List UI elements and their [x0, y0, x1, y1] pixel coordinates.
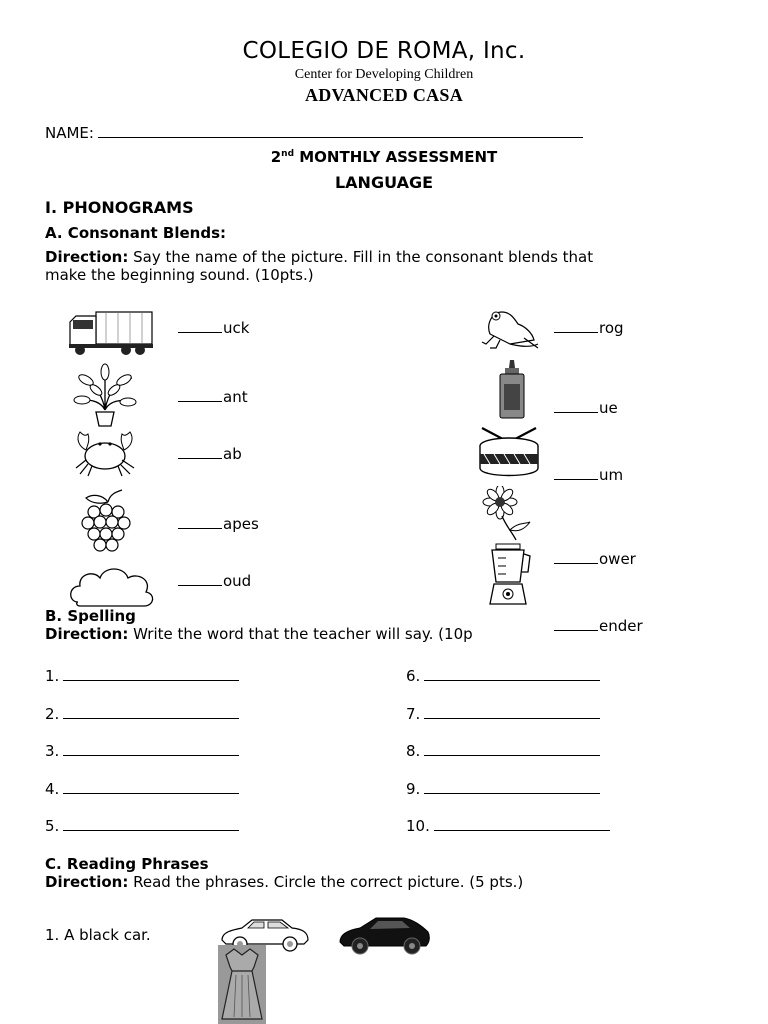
spelling-line[interactable]	[424, 743, 600, 756]
blend-item-5	[178, 572, 251, 590]
spelling-number: 9.	[406, 780, 421, 798]
cloud-icon	[66, 560, 156, 610]
spelling-item-8	[406, 742, 600, 760]
blend-item-6	[554, 319, 624, 337]
blend-item-3	[178, 445, 242, 463]
blend-item-10	[554, 617, 643, 635]
spelling-number: 8.	[406, 742, 421, 760]
blend-blank[interactable]	[554, 467, 598, 480]
part-b-direction-label: Direction:	[45, 625, 129, 643]
blend-blank[interactable]	[178, 446, 222, 459]
part-a-direction-label: Direction:	[45, 248, 129, 266]
name-row	[45, 123, 583, 142]
blend-ending: ue	[599, 399, 618, 417]
blend-ending: ender	[599, 617, 643, 635]
grapes-icon	[72, 488, 138, 556]
assessment-ordinal: 2	[270, 148, 282, 166]
spelling-line[interactable]	[424, 706, 600, 719]
blend-ending: apes	[223, 515, 259, 533]
part-a-direction-line1: Say the name of the picture. Fill in the consonant blends that	[133, 248, 594, 266]
spelling-line[interactable]	[63, 781, 239, 794]
part-a-direction	[45, 248, 735, 284]
frog-icon	[480, 304, 542, 352]
part-c-title: C. Reading Phrases	[45, 855, 209, 873]
spelling-item-1	[45, 667, 239, 685]
spelling-number: 1.	[45, 667, 60, 685]
part-b-direction-text: Write the word that the teacher will say. (10p	[133, 625, 473, 643]
spelling-number: 4.	[45, 780, 60, 798]
assessment-title-text: MONTHLY ASSESSMENT	[299, 148, 498, 166]
spelling-item-10	[406, 817, 610, 835]
part-b-direction	[45, 625, 545, 643]
name-line[interactable]	[98, 123, 583, 138]
blend-item-8	[554, 466, 623, 484]
assessment-title	[0, 148, 768, 166]
spelling-line[interactable]	[434, 818, 610, 831]
blend-ending: ant	[223, 388, 248, 406]
plant-icon	[72, 362, 138, 428]
black-car-icon[interactable]	[336, 910, 432, 958]
center-name: Center for Developing Children	[294, 67, 474, 82]
spelling-number: 2.	[45, 705, 60, 723]
spelling-item-2	[45, 705, 239, 723]
blend-blank[interactable]	[178, 389, 222, 402]
blend-blank[interactable]	[178, 516, 222, 529]
blend-ending: ab	[223, 445, 242, 463]
blend-blank[interactable]	[554, 320, 598, 333]
part-b-title: B. Spelling	[45, 607, 136, 625]
part-c-direction	[45, 873, 523, 891]
program-name: ADVANCED CASA	[304, 85, 464, 105]
assessment-ordinal-suffix: nd	[281, 149, 295, 159]
part-a-title: A. Consonant Blends:	[45, 224, 226, 242]
blend-ending: oud	[223, 572, 252, 590]
blender-icon	[484, 542, 534, 608]
glue-icon	[497, 358, 527, 420]
blend-blank[interactable]	[554, 400, 598, 413]
dress-icon[interactable]	[218, 945, 266, 1024]
spelling-line[interactable]	[63, 743, 239, 756]
spelling-number: 3.	[45, 742, 60, 760]
spelling-line[interactable]	[63, 706, 239, 719]
spelling-number: 5.	[45, 817, 60, 835]
spelling-line[interactable]	[424, 781, 600, 794]
spelling-item-5	[45, 817, 239, 835]
spelling-item-4	[45, 780, 239, 798]
blend-blank[interactable]	[554, 551, 598, 564]
part-c-direction-label: Direction:	[45, 873, 129, 891]
blend-ending: um	[599, 466, 624, 484]
truck-icon	[66, 306, 156, 358]
blend-item-2	[178, 388, 248, 406]
blend-ending: rog	[599, 319, 624, 337]
spelling-item-6	[406, 667, 600, 685]
spelling-number: 7.	[406, 705, 421, 723]
spelling-item-9	[406, 780, 600, 798]
subject-title: LANGUAGE	[334, 173, 434, 192]
spelling-number: 10.	[406, 817, 430, 835]
spelling-line[interactable]	[424, 668, 600, 681]
reading-item-1: 1. A black car.	[45, 926, 151, 944]
blend-item-4	[178, 515, 259, 533]
blend-item-9	[554, 550, 636, 568]
crab-icon	[72, 428, 138, 478]
blend-item-7	[554, 399, 618, 417]
spelling-item-3	[45, 742, 239, 760]
blend-blank[interactable]	[554, 618, 598, 631]
blend-item-1	[178, 319, 249, 337]
blend-ending: ower	[599, 550, 636, 568]
part-c-direction-text: Read the phrases. Circle the correct picture. (5 pts.)	[133, 873, 524, 891]
blend-ending: uck	[223, 319, 250, 337]
blend-blank[interactable]	[178, 573, 222, 586]
part-a-direction-line2: make the beginning sound. (10pts.)	[45, 266, 314, 284]
spelling-item-7	[406, 705, 600, 723]
spelling-number: 6.	[406, 667, 421, 685]
drum-icon	[476, 424, 542, 480]
section-phonograms-title: I. PHONOGRAMS	[45, 198, 194, 217]
blend-blank[interactable]	[178, 320, 222, 333]
spelling-line[interactable]	[63, 668, 239, 681]
spelling-line[interactable]	[63, 818, 239, 831]
name-label: NAME:	[45, 124, 94, 142]
school-name: COLEGIO DE ROMA, Inc.	[242, 38, 526, 64]
flower-icon	[480, 486, 534, 542]
